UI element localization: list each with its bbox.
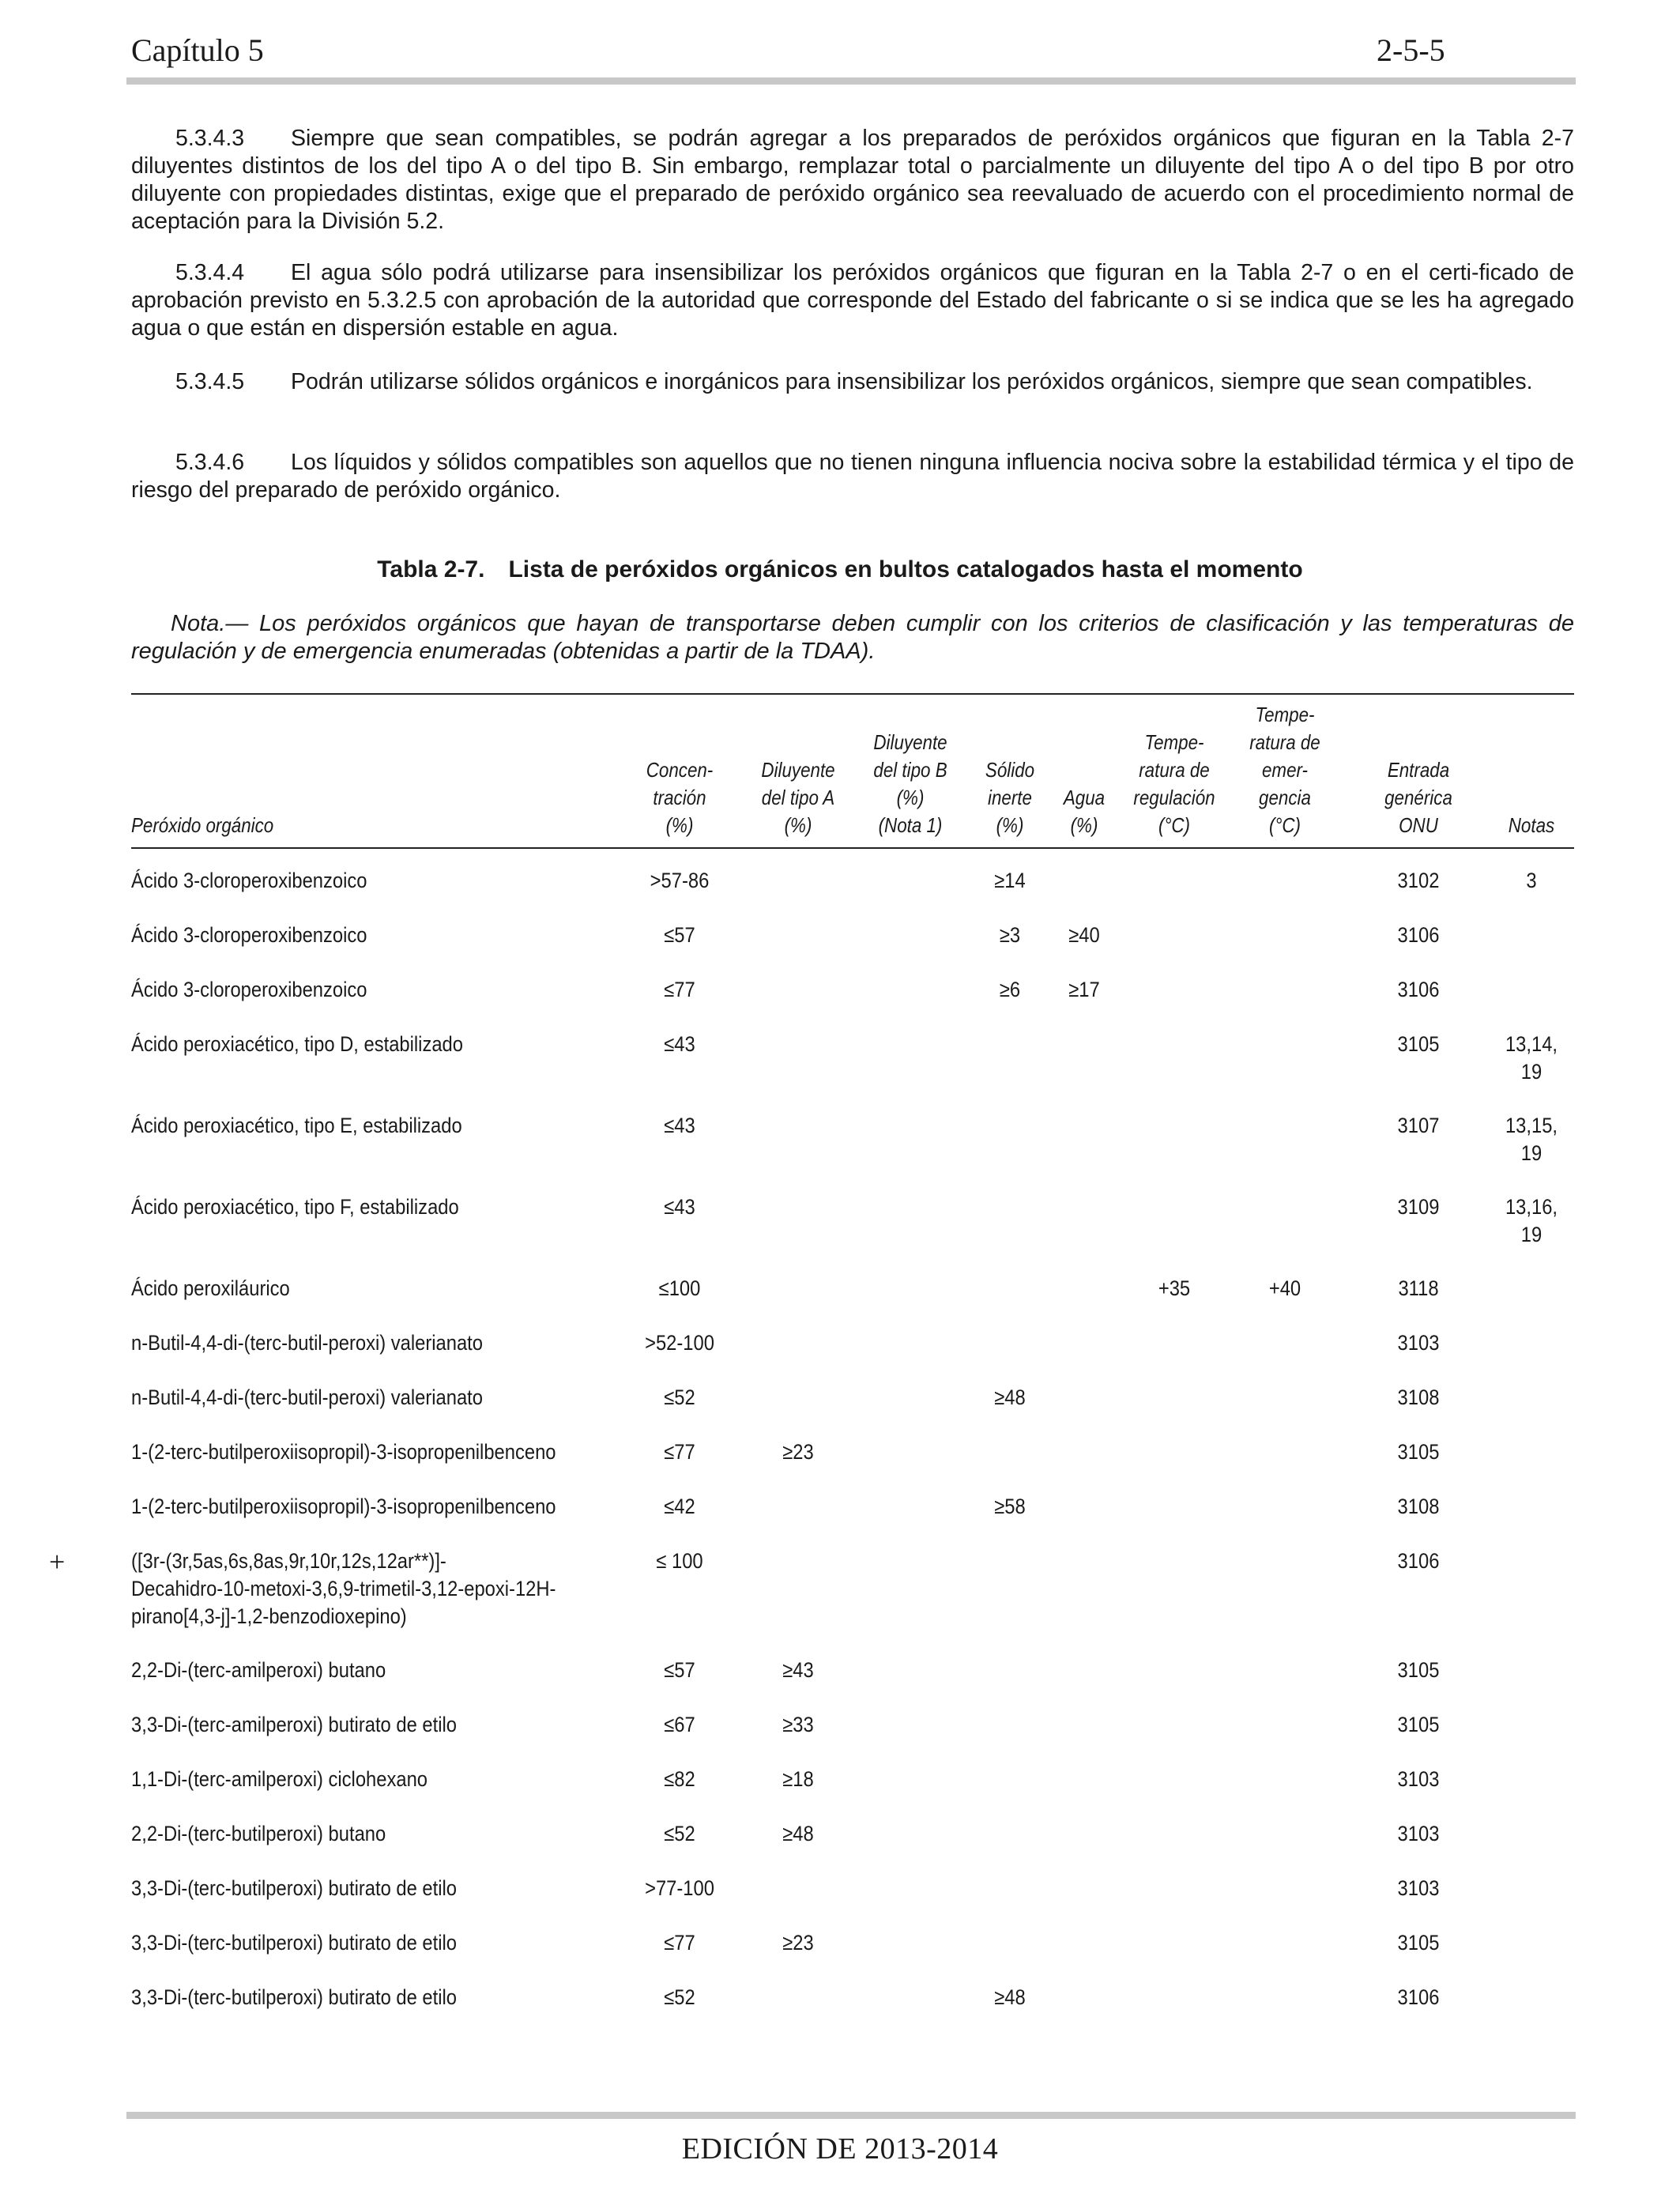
row-peroxide-name: Ácido peroxiacético, tipo E, estabilizado (131, 1114, 462, 1137)
paragraph-text: Los líquidos y sólidos compatibles son aquellos que no tienen ninguna influencia nociva sobre la estabilidad térmica y el tipo de riesgo del preparado de peróxido orgánico. (131, 450, 1574, 503)
paragraph-text: Podrán utilizarse sólidos orgánicos e inorgánicos para insensibilizar los peróxidos orgánicos, siempre que sean compatibles. (291, 369, 1533, 394)
row-cell-un: 3105 (1397, 1658, 1440, 1682)
row-cell-conc: >52-100 (645, 1331, 714, 1355)
row-peroxide-name: ([3r-(3r,5as,6s,8as,9r,10r,12s,12ar**)]- Decahidro-10-metoxi-3,6,9-trimetil-3,12-epoxi-12H- pirano[4,3-j]-1,2-benzodioxepino) (131, 1549, 556, 1628)
row-cell-solid: ≥6 (999, 978, 1021, 1001)
row-cell-conc: ≤77 (664, 1440, 695, 1464)
row-cell-un: 3102 (1397, 869, 1440, 892)
row-peroxide-name: 2,2-Di-(terc-butilperoxi) butano (131, 1822, 386, 1845)
column-header-un: Entrada genérica ONU (1384, 758, 1452, 837)
row-cell-solid: ≥3 (999, 923, 1021, 947)
row-cell-conc: ≤77 (664, 1931, 695, 1955)
row-cell-dilA: ≥23 (782, 1931, 814, 1955)
note-label: Nota.— (171, 611, 249, 636)
row-cell-un: 3106 (1397, 1549, 1440, 1573)
table-note (131, 610, 1574, 665)
paragraph-text: Siempre que sean compatibles, se podrán agregar a los preparados de peróxidos orgánicos que figuran en la Tabla 2-7 diluyentes distintos de los del tipo A o del tipo B. Sin embargo, remplazar total o parcialmente un diluyente del tipo A o del tipo B por otro diluyente con propiedades distintas, exige que el preparado de peróxido orgánico sea reevaluado de acuerdo con el procedimiento normal de aceptación para la División 5.2. (131, 126, 1574, 234)
row-cell-un: 3106 (1397, 923, 1440, 947)
table-number: Tabla 2-7. (377, 556, 485, 582)
footer-rule (126, 2112, 1576, 2119)
table-header-rule (131, 847, 1574, 849)
column-header-notes: Notas (1508, 813, 1555, 837)
row-cell-water: ≥17 (1068, 978, 1100, 1001)
row-peroxide-name: Ácido 3-cloroperoxibenzoico (131, 923, 367, 947)
row-cell-un: 3103 (1397, 1822, 1440, 1845)
table-title-text: Lista de peróxidos orgánicos en bultos catalogados hasta el momento (508, 556, 1303, 582)
row-cell-solid: ≥48 (994, 1385, 1026, 1409)
row-cell-un: 3106 (1397, 978, 1440, 1001)
row-cell-dilA: ≥48 (782, 1822, 814, 1845)
row-peroxide-name: Ácido peroxiacético, tipo F, estabilizado (131, 1195, 459, 1219)
row-cell-un: 3103 (1397, 1876, 1440, 1900)
row-cell-un: 3103 (1397, 1331, 1440, 1355)
column-header-water: Agua (%) (1063, 786, 1106, 837)
row-cell-solid: ≥48 (994, 1985, 1026, 2009)
row-cell-solid: ≥58 (994, 1495, 1026, 1518)
column-header-name: Peróxido orgánico (131, 813, 274, 837)
edition-footer: EDICIÓN DE 2013-2014 (681, 2132, 999, 2166)
row-peroxide-name: 3,3-Di-(terc-amilperoxi) butirato de etilo (131, 1713, 457, 1736)
paragraph-5-3-4-4 (131, 259, 1574, 342)
row-peroxide-name: Ácido 3-cloroperoxibenzoico (131, 869, 367, 892)
row-peroxide-name: 3,3-Di-(terc-butilperoxi) butirato de etilo (131, 1931, 458, 1955)
table-top-rule (131, 693, 1574, 695)
row-cell-conc: ≤67 (664, 1713, 695, 1736)
row-cell-un: 3105 (1397, 1931, 1440, 1955)
row-cell-conc: ≤82 (664, 1767, 695, 1791)
chapter-header: Capítulo 5 (131, 32, 264, 68)
paragraph-5-3-4-3 (131, 125, 1574, 236)
column-header-dilB: Diluyente del tipo B (%) (Nota 1) (873, 730, 947, 837)
row-peroxide-name: 3,3-Di-(terc-butilperoxi) butirato de etilo (131, 1985, 458, 2009)
row-cell-conc: ≤43 (664, 1195, 695, 1219)
row-cell-conc: ≤42 (664, 1495, 695, 1518)
row-cell-conc: ≤57 (664, 1658, 695, 1682)
row-cell-conc: ≤57 (664, 923, 695, 947)
row-peroxide-name: Ácido peroxiláurico (131, 1276, 290, 1300)
row-cell-notes: 13,14, 19 (1505, 1032, 1558, 1084)
row-cell-conc: >77-100 (645, 1876, 714, 1900)
column-header-solid: Sólido inerte (%) (985, 758, 1035, 837)
row-cell-conc: ≤52 (664, 1985, 695, 2009)
row-cell-un: 3108 (1397, 1385, 1440, 1409)
row-peroxide-name: 3,3-Di-(terc-butilperoxi) butirato de etilo (131, 1876, 458, 1900)
row-cell-conc: ≤43 (664, 1032, 695, 1056)
row-cell-conc: ≤ 100 (656, 1549, 703, 1573)
row-cell-dilA: ≥43 (782, 1658, 814, 1682)
row-peroxide-name: n-Butil-4,4-di-(terc-butil-peroxi) valerianato (131, 1331, 484, 1355)
row-cell-un: 3105 (1397, 1032, 1440, 1056)
row-cell-un: 3107 (1397, 1114, 1440, 1137)
column-header-dilA: Diluyente del tipo A (%) (761, 758, 835, 837)
row-cell-solid: ≥14 (994, 869, 1026, 892)
row-cell-conc: ≤77 (664, 978, 695, 1001)
row-cell-dilA: ≥33 (782, 1713, 814, 1736)
row-cell-un: 3105 (1397, 1713, 1440, 1736)
row-cell-notes: 13,16, 19 (1505, 1195, 1558, 1246)
row-cell-conc: ≤43 (664, 1114, 695, 1137)
column-header-temer: Tempe- ratura de emer- gencia (°C) (1249, 703, 1320, 837)
row-peroxide-name: n-Butil-4,4-di-(terc-butil-peroxi) valerianato (131, 1385, 484, 1409)
row-cell-un: 3106 (1397, 1985, 1440, 2009)
row-cell-dilA: ≥23 (782, 1440, 814, 1464)
row-peroxide-name: 2,2-Di-(terc-amilperoxi) butano (131, 1658, 386, 1682)
column-header-conc: Concen- tración (%) (646, 758, 714, 837)
row-peroxide-name: 1-(2-terc-butilperoxiisopropil)-3-isopropenilbenceno (131, 1440, 556, 1464)
paragraph-number: 5.3.4.6 (175, 450, 245, 475)
row-cell-un: 3109 (1397, 1195, 1440, 1219)
row-peroxide-name: 1,1-Di-(terc-amilperoxi) ciclohexano (131, 1767, 428, 1791)
paragraph-number: 5.3.4.3 (175, 126, 245, 151)
row-peroxide-name: Ácido 3-cloroperoxibenzoico (131, 978, 367, 1001)
row-cell-conc: ≤52 (664, 1385, 695, 1409)
row-cell-conc: ≤100 (658, 1276, 701, 1300)
row-cell-un: 3108 (1397, 1495, 1440, 1518)
note-text: Los peróxidos orgánicos que hayan de transportarse deben cumplir con los criterios de clasificación y las temperaturas de regulación y de emergencia enumeradas (obtenidas a partir de la TDAA). (131, 611, 1575, 664)
row-cell-temer: +40 (1268, 1276, 1301, 1300)
row-cell-un: 3118 (1398, 1276, 1439, 1300)
paragraph-number: 5.3.4.5 (175, 369, 245, 394)
header-rule (126, 77, 1576, 85)
row-cell-conc: >57-86 (650, 869, 710, 892)
row-cell-conc: ≤52 (664, 1822, 695, 1845)
column-header-treg: Tempe- ratura de regulación (°C) (1133, 730, 1215, 837)
paragraph-text: El agua sólo podrá utilizarse para insensibilizar los peróxidos orgánicos que figuran en la Tabla 2-7 o en el certi-ficado de aprobación previsto en 5.3.2.5 con aprobación de la autoridad que corresponde del Estado del fabricante o si se indica que se les ha agregado agua o que están en dispersión estable en agua. (131, 260, 1574, 341)
row-cell-un: 3103 (1397, 1767, 1440, 1791)
table-title (0, 556, 1680, 583)
row-peroxide-name: 1-(2-terc-butilperoxiisopropil)-3-isopropenilbenceno (131, 1495, 556, 1518)
row-cell-treg: +35 (1158, 1276, 1191, 1300)
row-cell-notes: 3 (1526, 869, 1537, 892)
row-cell-notes: 13,15, 19 (1505, 1114, 1558, 1165)
paragraph-number: 5.3.4.4 (175, 260, 245, 285)
row-cell-dilA: ≥18 (782, 1767, 814, 1791)
row-cell-water: ≥40 (1068, 923, 1100, 947)
row-peroxide-name: Ácido peroxiacético, tipo D, estabilizado (131, 1032, 463, 1056)
margin-change-mark: + (49, 1546, 66, 1578)
page-number: 2-5-5 (1377, 32, 1445, 68)
row-cell-un: 3105 (1397, 1440, 1440, 1464)
paragraph-5-3-4-5 (131, 368, 1574, 396)
paragraph-5-3-4-6 (131, 449, 1574, 504)
